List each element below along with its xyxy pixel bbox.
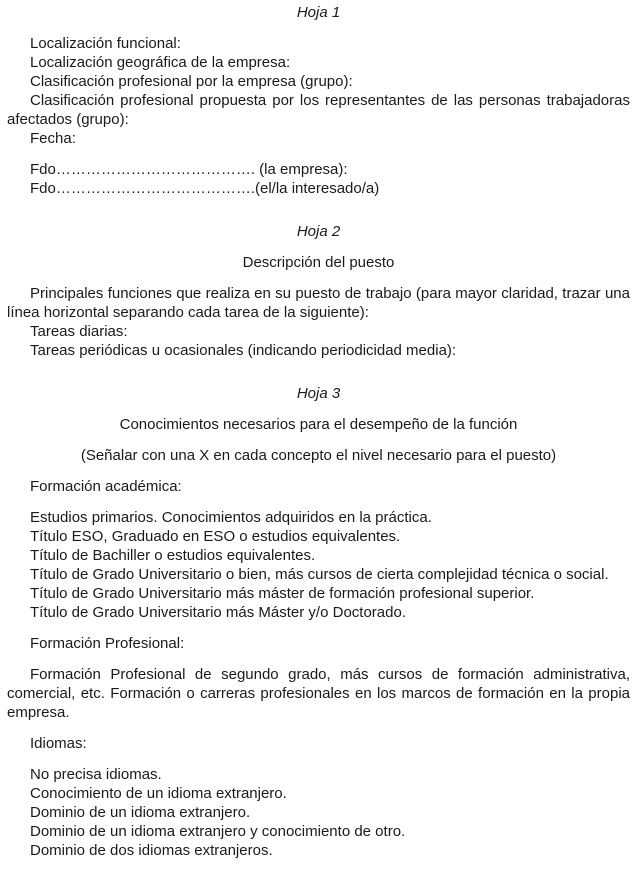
hoja1-heading: Hoja 1	[296, 4, 341, 21]
principales-funciones: Principales funciones que realiza en su puesto de trabajo (para mayor claridad, trazar una línea horizontal separando cada tarea de la siguiente):	[7, 285, 630, 321]
firma-empresa: Fdo…………………………………. (la empresa):	[30, 161, 348, 178]
hoja2-heading: Hoja 2	[296, 223, 341, 240]
firma-interesado: Fdo………………………………….(el/la interesado/a)	[30, 180, 380, 197]
academic-item: Título de Grado Universitario más Máster y/o Doctorado.	[30, 604, 406, 621]
localizacion-geografica: Localización geográfica de la empresa:	[30, 54, 291, 71]
idiomas-label: Idiomas:	[30, 735, 87, 752]
hoja3-heading: Hoja 3	[296, 385, 341, 402]
tareas-diarias: Tareas diarias:	[30, 323, 128, 340]
descripcion-del-puesto-subtitle: Descripción del puesto	[242, 254, 395, 271]
instruccion-senalar: (Señalar con una X en cada concepto el nivel necesario para el puesto)	[80, 447, 557, 464]
academic-item: Título de Bachiller o estudios equivalentes.	[30, 547, 316, 564]
academic-item: Título de Grado Universitario más máster de formación profesional superior.	[30, 585, 535, 602]
language-item: Conocimiento de un idioma extranjero.	[30, 785, 287, 802]
language-item: Dominio de un idioma extranjero y conocimiento de otro.	[30, 823, 406, 840]
formacion-academica-label: Formación académica:	[30, 478, 182, 495]
formacion-profesional-label: Formación Profesional:	[30, 635, 185, 652]
conocimientos-subtitle: Conocimientos necesarios para el desempeño de la función	[119, 416, 518, 433]
language-item: Dominio de dos idiomas extranjeros.	[30, 842, 273, 859]
formacion-profesional-desc: Formación Profesional de segundo grado, más cursos de formación administrativa, comercial, etc. Formación o carreras profesionales en los marcos de formación en la propia empresa.	[7, 666, 630, 721]
clasificacion-empresa: Clasificación profesional por la empresa (grupo):	[30, 73, 353, 90]
fecha: Fecha:	[30, 130, 76, 147]
academic-item: Título de Grado Universitario o bien, más cursos de cierta complejidad técnica o social.	[30, 566, 609, 583]
tareas-periodicas: Tareas periódicas u ocasionales (indicando periodicidad media):	[30, 342, 457, 359]
language-item: Dominio de un idioma extranjero.	[30, 804, 251, 821]
language-item: No precisa idiomas.	[30, 766, 162, 783]
clasificacion-representantes: Clasificación profesional propuesta por los representantes de las personas trabajadoras afectados (grupo):	[7, 92, 630, 128]
academic-item: Título ESO, Graduado en ESO o estudios equivalentes.	[30, 528, 401, 545]
academic-item: Estudios primarios. Conocimientos adquiridos en la práctica.	[30, 509, 432, 526]
localizacion-funcional: Localización funcional:	[30, 35, 181, 52]
